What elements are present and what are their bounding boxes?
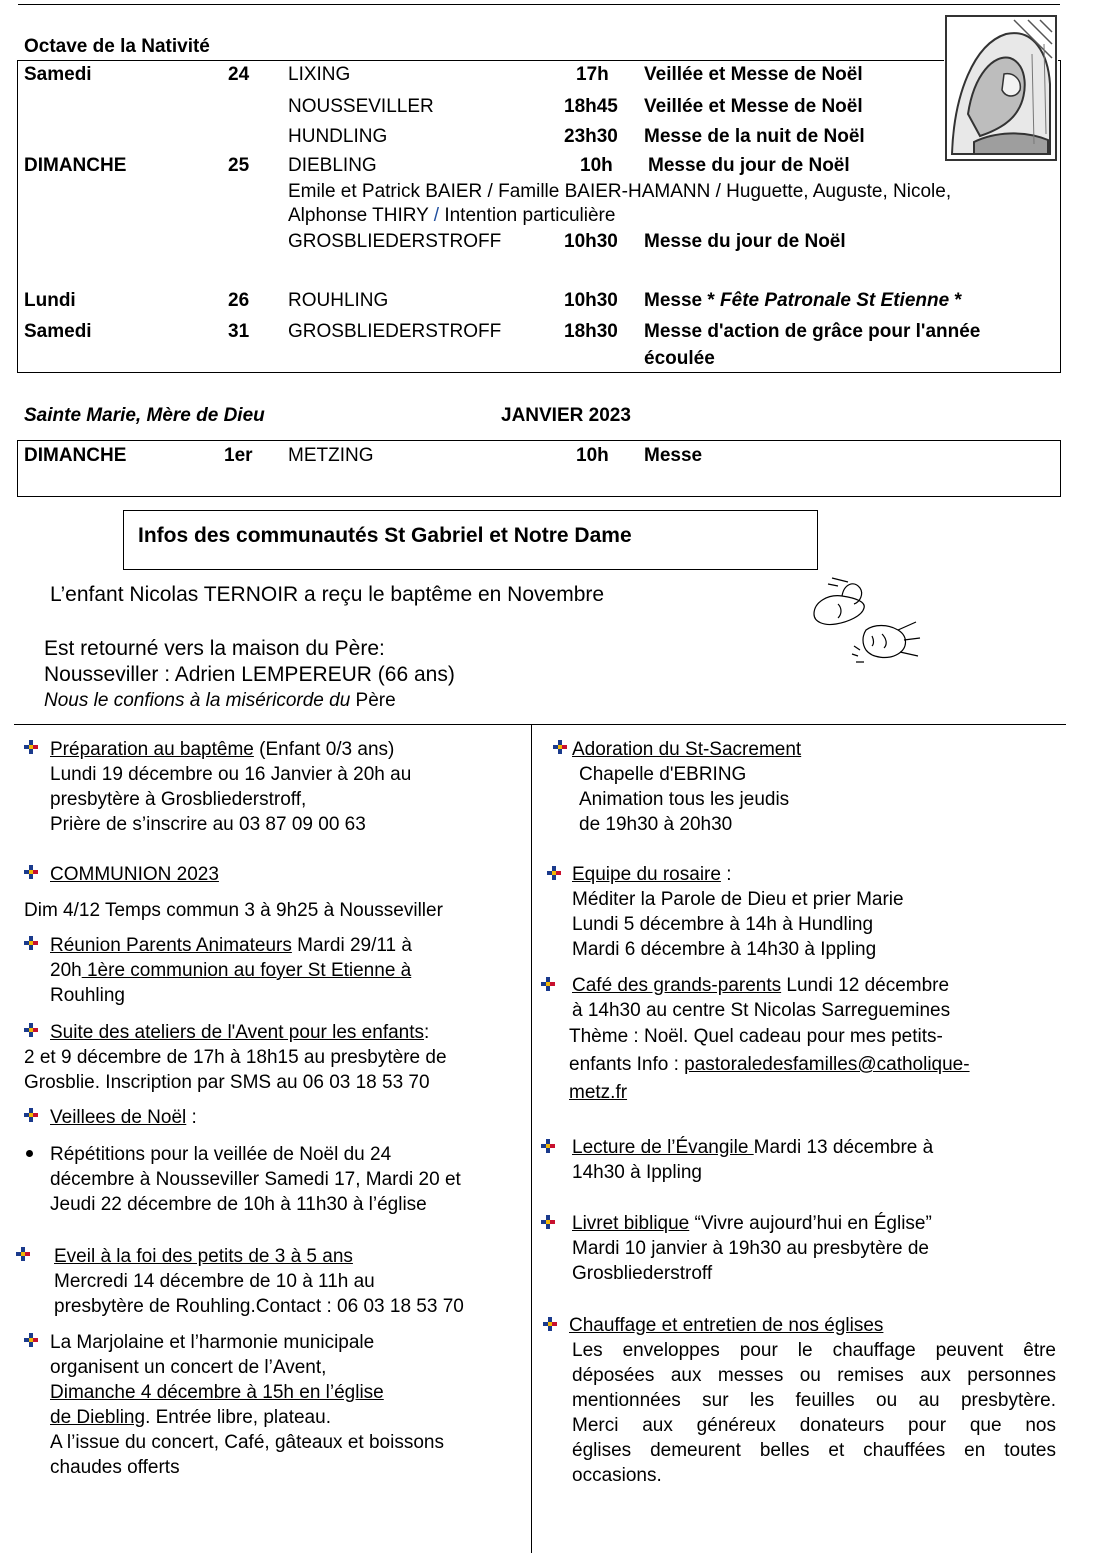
prep-block: [50, 737, 411, 837]
chauff-line: Merci aux généreux donateurs pour que nos: [572, 1415, 1056, 1436]
chauff-title: Chauffage et entretien de nos églises: [569, 1315, 884, 1336]
row-desc: Messe de la nuit de Noël: [644, 126, 865, 147]
bapteme-line: L’enfant Nicolas TERNOIR a reçu le baptême en Novembre: [50, 583, 605, 606]
intentions-line: Emile et Patrick BAIER / Famille BAIER-HAMANN / Huguette, Auguste, Nicole,: [288, 181, 952, 202]
chauff-line: Les enveloppes pour le chauffage peuvent être: [572, 1340, 1056, 1361]
ador-line: de 19h30 à 20h30: [579, 814, 733, 835]
infos-title: Infos des communautés St Gabriel et Notre Dame: [138, 524, 632, 547]
prep-tail: (Enfant 0/3 ans): [253, 739, 395, 760]
janvier-heading: Sainte Marie, Mère de Dieu: [24, 405, 265, 426]
cafe-line: à 14h30 au centre St Nicolas Sarreguemines: [572, 1000, 951, 1021]
repet-line: Jeudi 22 décembre de 10h à 11h30 à l’église: [50, 1194, 427, 1215]
row-date: 31: [228, 321, 250, 342]
chauff-title-line: [569, 1313, 883, 1338]
cafe-title-block: [572, 973, 950, 1023]
intentions-line: [288, 205, 615, 227]
ateliers-block: [24, 1045, 447, 1095]
marj-date: Dimanche 4 décembre à 15h en l’église: [50, 1382, 384, 1403]
cafe-email[interactable]: pastoraledesfamilles@catholique-: [684, 1054, 970, 1075]
row-time: 18h45: [564, 96, 618, 117]
marj-line: La Marjolaine et l’harmonie municipale: [50, 1332, 375, 1353]
lecture-tail: Mardi 13 décembre à: [753, 1137, 934, 1158]
janvier-box: [17, 440, 1061, 497]
row-place: GROSBLIEDERSTROFF: [288, 231, 502, 252]
row-time: 17h: [576, 64, 609, 85]
row-day: Lundi: [24, 290, 76, 311]
eveil-title: Eveil à la foi des petits de 3 à 5 ans: [54, 1246, 353, 1267]
row-place: GROSBLIEDERSTROFF: [288, 321, 502, 342]
ateliers-line: Grosblie. Inscription par SMS au 06 03 18 53 70: [24, 1072, 430, 1093]
intentions-slash: /: [433, 205, 440, 226]
column-divider: [531, 724, 532, 1553]
livret-tail: “Vivre aujourd’hui en Église”: [689, 1213, 932, 1234]
row-place: METZING: [288, 445, 374, 466]
confions-italic: Nous le confions à la miséricorde du: [44, 690, 351, 711]
veillees-title: Veillees de Noël: [50, 1107, 187, 1128]
livret-line: Grosbliederstroff: [572, 1263, 713, 1284]
row-place: ROUHLING: [288, 290, 389, 311]
nativity-icon: [944, 14, 1058, 162]
chauff-line: mentionnées sur les feuilles ou au presbytère.: [572, 1390, 1056, 1411]
reunion-tail: Mardi 29/11 à: [291, 935, 412, 956]
cafe-line: Thème : Noël. Quel cadeau pour mes petits-: [569, 1026, 943, 1047]
cafe-block: [569, 1023, 970, 1107]
chauff-block: [572, 1338, 1056, 1488]
rosaire-line: Mardi 6 décembre à 14h30 à Ippling: [572, 939, 877, 960]
retour-line: Est retourné vers la maison du Père:: [44, 637, 385, 660]
row-place: HUNDLING: [288, 126, 388, 147]
repet-line: décembre à Nousseviller Samedi 17, Mardi 20 et: [50, 1169, 461, 1190]
retour-line: Nousseviller : Adrien LEMPEREUR (66 ans): [44, 663, 455, 686]
marj-line: organisent un concert de l’Avent,: [50, 1357, 327, 1378]
prep-title: Préparation au baptême: [50, 739, 254, 760]
communion-title: COMMUNION 2023: [50, 864, 219, 885]
rosaire-block: [572, 862, 904, 962]
fete-tail: *: [949, 290, 962, 311]
row-place: LIXING: [288, 64, 351, 85]
marj-tail: . Entrée libre, plateau.: [145, 1407, 331, 1428]
row-desc: Messe du jour de Noël: [644, 231, 846, 252]
row-desc-cont: écoulée: [644, 348, 715, 369]
ador-title: Adoration du St-Sacrement: [572, 739, 802, 760]
prep-line: Lundi 19 décembre ou 16 Janvier à 20h au: [50, 764, 412, 785]
bullet-icon: [541, 977, 555, 991]
row-desc: Messe: [644, 445, 703, 466]
row-time: 23h30: [564, 126, 618, 147]
intentions-particuliere: Intention particulière: [439, 205, 616, 226]
cafe-title: Café des grands-parents: [572, 975, 782, 996]
bullet-icon: [24, 1023, 38, 1037]
row-date: 26: [228, 290, 250, 311]
eveil-line: presbytère de Rouhling.Contact : 06 03 18 53 70: [54, 1296, 464, 1317]
row-day: Samedi: [24, 321, 92, 342]
row-place: DIEBLING: [288, 155, 377, 176]
marj-line: chaudes offerts: [50, 1457, 180, 1478]
communion-block: [50, 862, 219, 887]
cafe-info: enfants Info :: [569, 1054, 685, 1075]
ador-block: [572, 737, 801, 837]
cafe-tail: Lundi 12 décembre: [781, 975, 950, 996]
lecture-line: 14h30 à Ippling: [572, 1162, 702, 1183]
bullet-icon: [24, 1333, 38, 1347]
confions-line: [44, 690, 396, 712]
chauff-line: églises demeurent belles et chauffées en toutes: [572, 1440, 1056, 1461]
bullet-icon: [543, 1317, 557, 1331]
row-time: 10h30: [564, 290, 618, 311]
ateliers-title: Suite des ateliers de l'Avent pour les enfants: [50, 1022, 425, 1043]
ador-line: Animation tous les jeudis: [579, 789, 790, 810]
repet-line: Répétitions pour la veillée de Noël du 24: [50, 1144, 392, 1165]
rosaire-line: Lundi 5 décembre à 14h à Hundling: [572, 914, 874, 935]
livret-block: [572, 1211, 932, 1286]
row-desc: Messe d'action de grâce pour l'année: [644, 321, 981, 342]
prep-line: Prière de s’inscrire au 03 87 09 00 63: [50, 814, 366, 835]
row-day: DIMANCHE: [24, 445, 127, 466]
row-date: 24: [228, 64, 250, 85]
row-desc-fete: [644, 290, 962, 312]
row-desc: Messe du jour de Noël: [648, 155, 850, 176]
marj-line: A l’issue du concert, Café, gâteaux et boissons: [50, 1432, 444, 1453]
row-day: Samedi: [24, 64, 92, 85]
octave-heading: Octave de la Nativité: [24, 36, 210, 57]
bullet-icon: [553, 740, 567, 754]
rosaire-colon: :: [720, 864, 732, 885]
intentions-name: Alphonse THIRY: [288, 205, 434, 226]
reunion-time: 20h: [50, 960, 82, 981]
row-date: 1er: [224, 445, 253, 466]
prep-line: presbytère à Grosbliederstroff,: [50, 789, 307, 810]
bullet-icon: [541, 1139, 555, 1153]
bullet-icon: [24, 740, 38, 754]
bullet-icon: [24, 865, 38, 879]
row-date: 25: [228, 155, 250, 176]
veillees-colon: :: [186, 1107, 197, 1128]
rosaire-line: Méditer la Parole de Dieu et prier Marie: [572, 889, 904, 910]
ateliers-colon: :: [424, 1022, 430, 1043]
chauff-line: occasions.: [572, 1465, 662, 1486]
livret-title: Livret biblique: [572, 1213, 690, 1234]
row-day: DIMANCHE: [24, 155, 127, 176]
section-rule: [14, 724, 1066, 725]
eveil-line: Mercredi 14 décembre de 10 à 11h au: [54, 1271, 375, 1292]
reunion-line3: Rouhling: [50, 985, 125, 1006]
list-bullet-dot: [26, 1150, 33, 1157]
communion-line: Dim 4/12 Temps commun 3 à 9h25 à Nousseviller: [24, 900, 443, 921]
eveil-block: [54, 1244, 464, 1319]
marj-block: [50, 1330, 444, 1480]
rosaire-title: Equipe du rosaire: [572, 864, 721, 885]
bullet-icon: [24, 1108, 38, 1122]
row-desc: Veillée et Messe de Noël: [644, 96, 863, 117]
row-time: 18h30: [564, 321, 618, 342]
bullet-icon: [24, 936, 38, 950]
row-desc: Veillée et Messe de Noël: [644, 64, 863, 85]
repet-block: [50, 1142, 461, 1217]
nativity-illustration: [944, 14, 1058, 162]
baptism-icon: [808, 574, 924, 670]
row-place: NOUSSEVILLER: [288, 96, 434, 117]
reunion-title: Réunion Parents Animateurs: [50, 935, 292, 956]
baptism-illustration: [808, 574, 924, 670]
confions-tail: Père: [350, 690, 396, 711]
livret-line: Mardi 10 janvier à 19h30 au presbytère de: [572, 1238, 930, 1259]
reunion-line2: 1ère communion au foyer St Etienne à: [81, 960, 412, 981]
bullet-icon: [547, 866, 561, 880]
lecture-block: [572, 1135, 933, 1185]
ador-line: Chapelle d'EBRING: [579, 764, 747, 785]
bullet-icon: [16, 1247, 30, 1261]
fete-patronale: Fête Patronale St Etienne: [720, 290, 950, 311]
veillees-title-line: [50, 1105, 197, 1130]
ateliers-line: 2 et 9 décembre de 17h à 18h15 au presbytère de: [24, 1047, 447, 1068]
lecture-title: Lecture de l’Évangile: [572, 1137, 754, 1158]
reunion-block: [50, 933, 412, 1008]
cafe-email-cont[interactable]: metz.fr: [569, 1082, 628, 1103]
marj-place: de Diebling: [50, 1407, 146, 1428]
row-time: 10h30: [564, 231, 618, 252]
bullet-icon: [541, 1215, 555, 1229]
row-time: 10h: [576, 445, 609, 466]
chauff-line: déposées aux messes ou remises aux personnes: [572, 1365, 1056, 1386]
ateliers-title-line: [50, 1020, 429, 1045]
row-desc: Messe *: [644, 290, 721, 311]
janvier-month: JANVIER 2023: [501, 405, 631, 426]
row-time: 10h: [580, 155, 613, 176]
top-rule: [18, 4, 1060, 5]
